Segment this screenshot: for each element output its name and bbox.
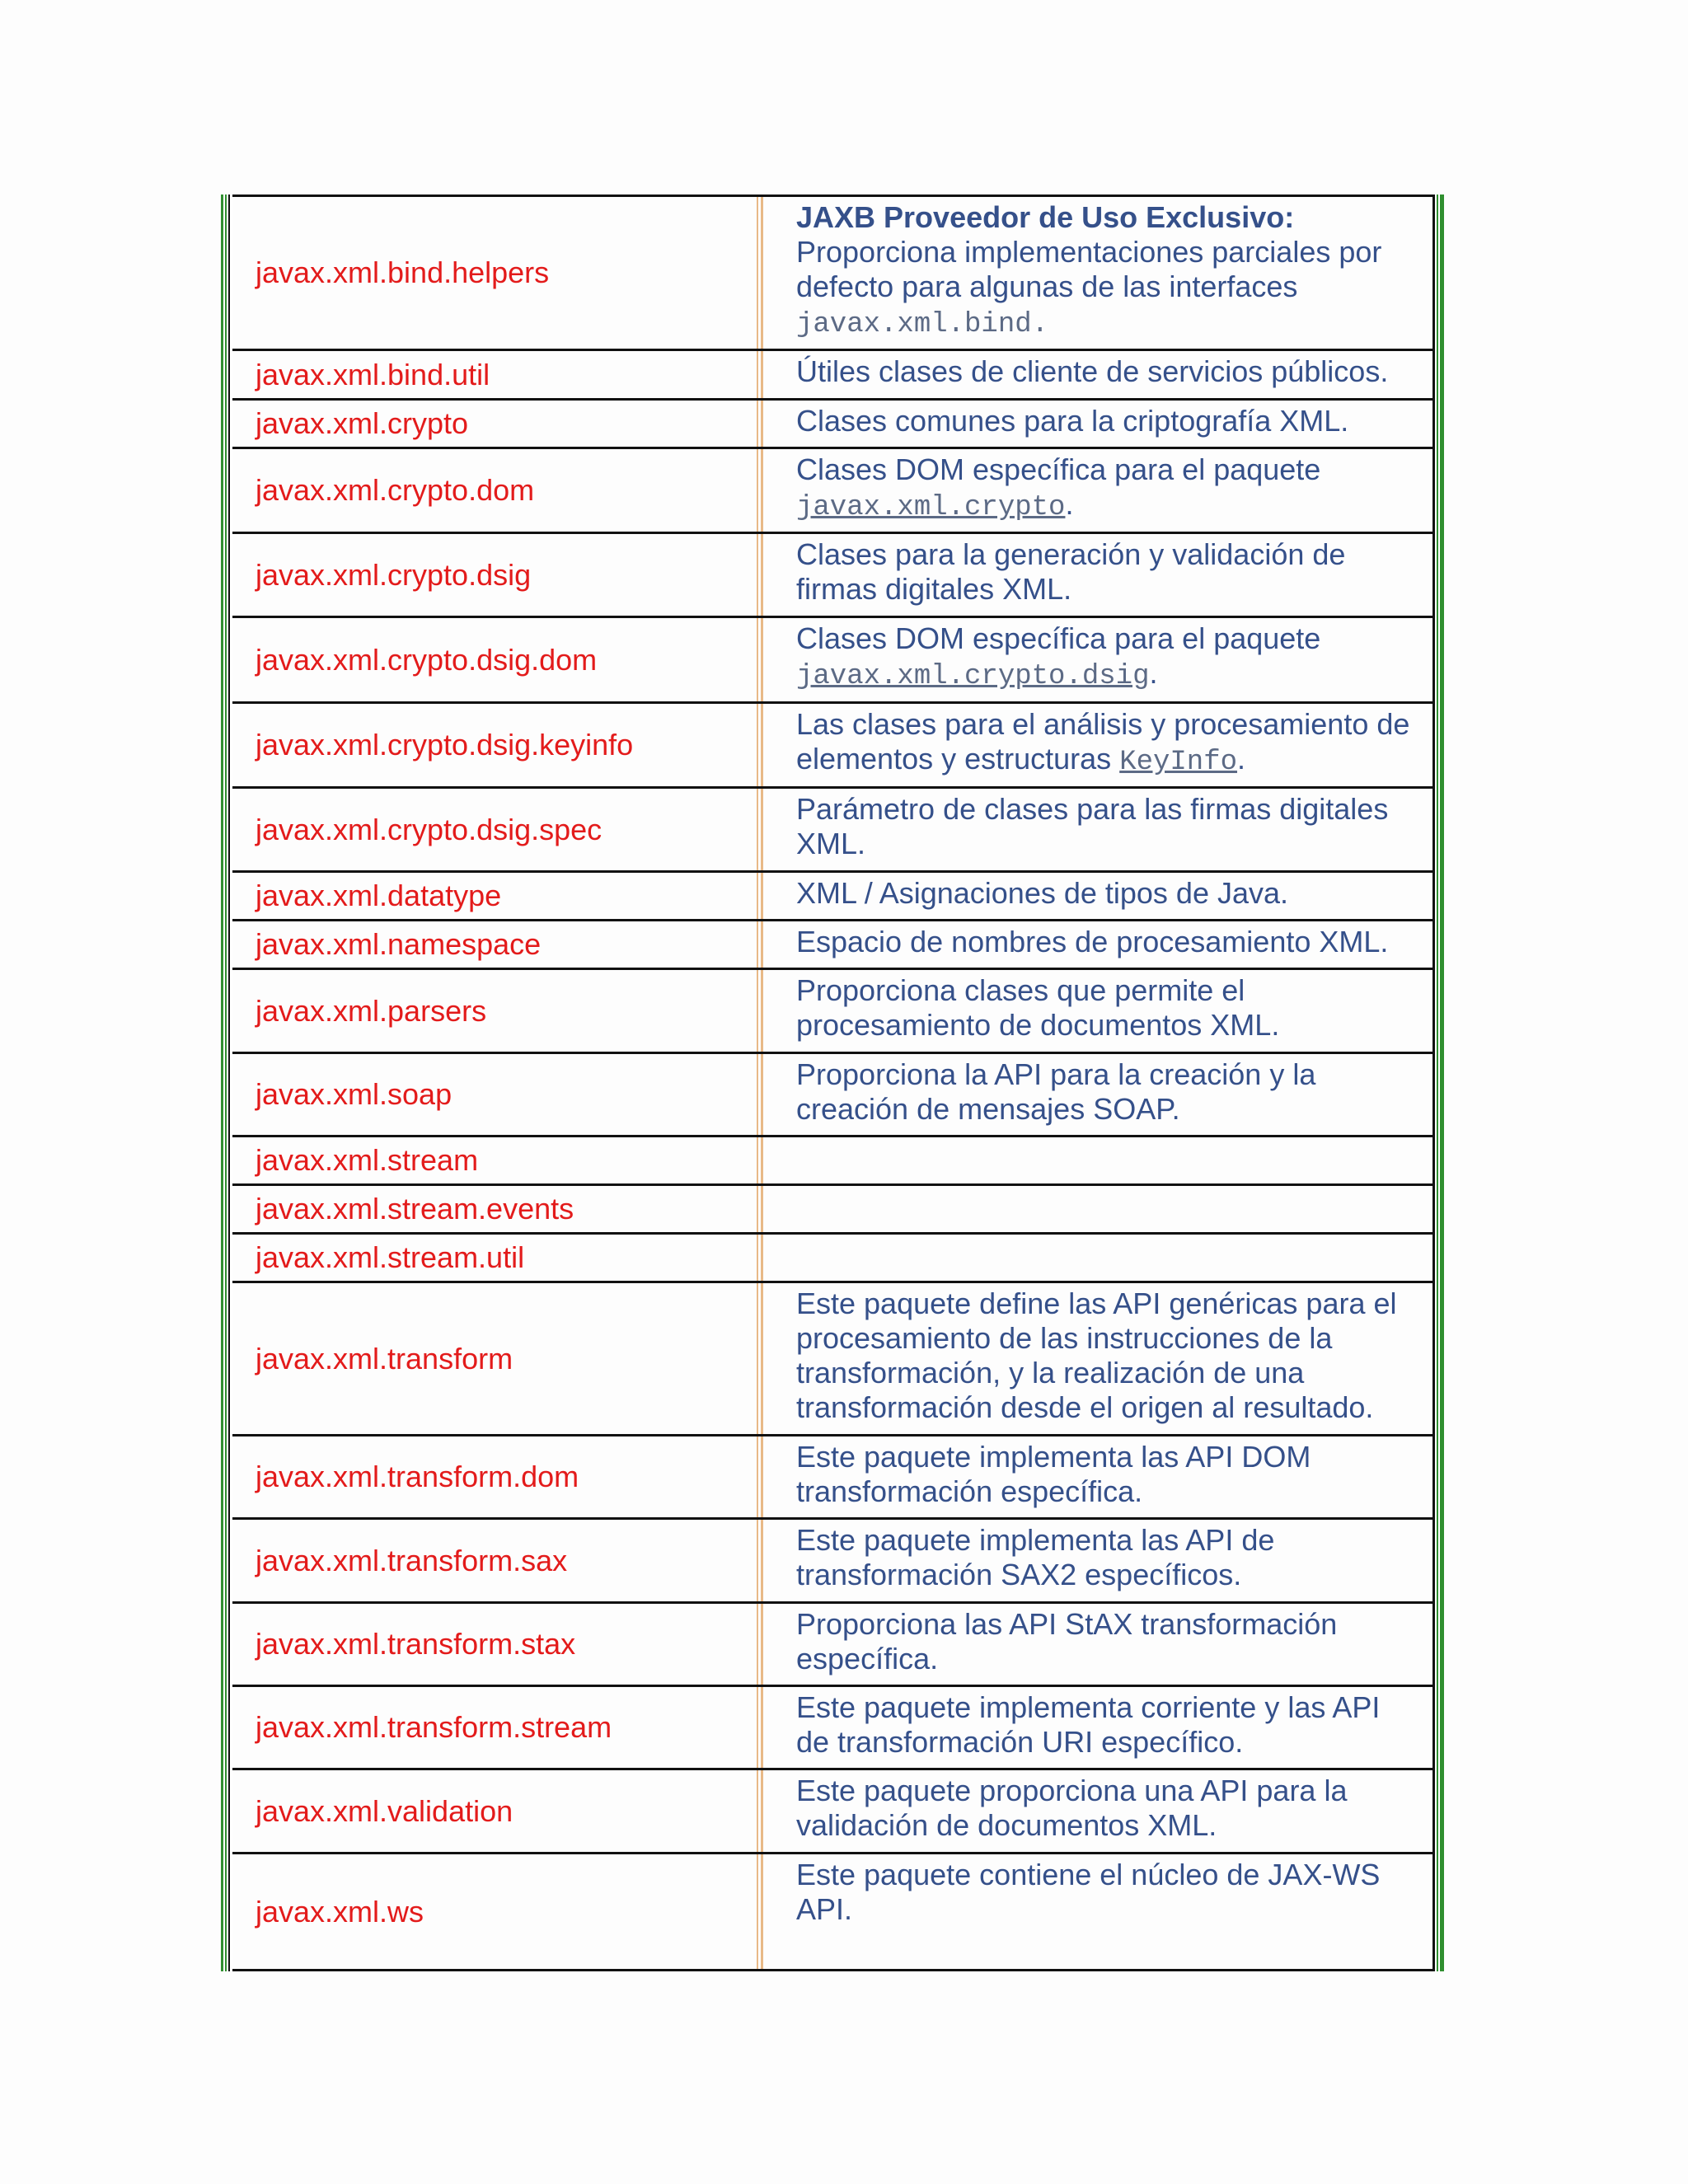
code-reference: javax.xml.bind. [796, 309, 1049, 340]
package-description: Clases comunes para la criptografía XML. [796, 404, 1349, 438]
table-row [232, 1185, 1432, 1234]
package-name: javax.xml.transform.stax [256, 1627, 576, 1661]
package-table [232, 197, 1432, 1970]
package-name: javax.xml.crypto [256, 406, 469, 440]
package-name: javax.xml.ws [256, 1894, 424, 1929]
table-row [232, 1436, 1432, 1519]
package-name: javax.xml.namespace [256, 927, 542, 961]
package-description [757, 197, 1432, 350]
description-text: Las clases para el análisis y procesamiento de elementos y estructuras [796, 707, 1410, 776]
table-row [232, 197, 1432, 350]
package-name: javax.xml.validation [256, 1793, 513, 1828]
description-suffix: . [1065, 487, 1074, 521]
table-row [232, 1686, 1432, 1769]
package-name: javax.xml.bind.helpers [256, 255, 550, 289]
description-suffix: . [1237, 742, 1246, 776]
description-text: Clases DOM específica para el paquete [796, 621, 1321, 655]
description-suffix: . [1149, 656, 1158, 690]
package-link[interactable]: javax.xml.crypto [796, 492, 1066, 523]
package-description: Proporciona clases que permite el procesamiento de documentos XML. [796, 973, 1280, 1042]
package-name: javax.xml.crypto.dsig [256, 557, 532, 592]
table-row [232, 1854, 1432, 1970]
package-name: javax.xml.transform.stream [256, 1710, 612, 1744]
class-link[interactable]: KeyInfo [1119, 747, 1238, 778]
package-description: Proporciona las API StAX transformación específica. [796, 1607, 1338, 1675]
package-name: javax.xml.bind.util [256, 357, 490, 391]
package-description [757, 1234, 1432, 1282]
description-title: JAXB Proveedor de Uso Exclusivo: [796, 200, 1295, 234]
table-row [232, 533, 1432, 617]
table-row [232, 617, 1432, 703]
package-name: javax.xml.soap [256, 1077, 452, 1111]
package-description: Parámetro de clases para las firmas digitales XML. [796, 792, 1389, 860]
package-name: javax.xml.crypto.dsig.keyinfo [256, 728, 634, 762]
package-description: Este paquete contiene el núcleo de JAX-WS API. [796, 1858, 1381, 1926]
table-row [232, 703, 1432, 788]
package-description [757, 1185, 1432, 1234]
package-name: javax.xml.transform.dom [256, 1460, 579, 1493]
table-row [232, 400, 1432, 448]
package-name: javax.xml.crypto.dom [256, 473, 535, 507]
package-description [757, 703, 1432, 788]
table-row [232, 969, 1432, 1053]
table-row [232, 1769, 1432, 1854]
table-row [232, 1519, 1432, 1603]
table-left-border [221, 194, 232, 1971]
package-name: javax.xml.crypto.dsig.dom [256, 642, 598, 677]
package-name: javax.xml.datatype [256, 879, 502, 912]
package-name: javax.xml.crypto.dsig.spec [256, 812, 603, 846]
table-row [232, 872, 1432, 921]
package-description: Clases para la generación y validación de firmas digitales XML. [796, 537, 1346, 606]
table-right-border [1432, 194, 1444, 1971]
description-text: Proporciona implementaciones parciales por defecto para algunas de las interfaces [796, 235, 1382, 303]
package-table-frame [221, 194, 1444, 1971]
package-name: javax.xml.stream.events [256, 1192, 574, 1226]
description-text: Clases DOM específica para el paquete [796, 452, 1321, 486]
package-description: Espacio de nombres de procesamiento XML. [796, 925, 1389, 958]
package-name: javax.xml.transform.sax [256, 1543, 568, 1577]
package-description: XML / Asignaciones de tipos de Java. [796, 876, 1289, 910]
table-row [232, 788, 1432, 872]
package-description: Este paquete implementa corriente y las API de transformación URI específico. [796, 1690, 1381, 1759]
package-description: Este paquete define las API genéricas para el procesamiento de las instrucciones de la transformación, y la realización de una transformación desde el origen al resultado. [796, 1286, 1397, 1424]
package-description [757, 617, 1432, 703]
table-row [232, 1282, 1432, 1436]
table-row [232, 1234, 1432, 1282]
package-name: javax.xml.stream [256, 1143, 479, 1177]
table-row [232, 1137, 1432, 1185]
table-row [232, 448, 1432, 533]
package-name: javax.xml.parsers [256, 993, 487, 1028]
table-row [232, 1603, 1432, 1686]
package-link[interactable]: javax.xml.crypto.dsig [796, 661, 1150, 692]
package-description: Proporciona la API para la creación y la creación de mensajes SOAP. [796, 1057, 1316, 1126]
table-row [232, 921, 1432, 969]
package-description [757, 448, 1432, 533]
package-name: javax.xml.transform [256, 1341, 513, 1376]
package-description [757, 1137, 1432, 1185]
package-description: Este paquete implementa las API DOM transformación específica. [796, 1440, 1311, 1508]
table-row [232, 1053, 1432, 1137]
package-description: Este paquete proporciona una API para la validación de documentos XML. [796, 1774, 1348, 1842]
table-row [232, 350, 1432, 400]
package-description: Este paquete implementa las API de transformación SAX2 específicos. [796, 1523, 1275, 1591]
package-description: Útiles clases de cliente de servicios públicos. [796, 354, 1389, 388]
package-name: javax.xml.stream.util [256, 1240, 525, 1274]
